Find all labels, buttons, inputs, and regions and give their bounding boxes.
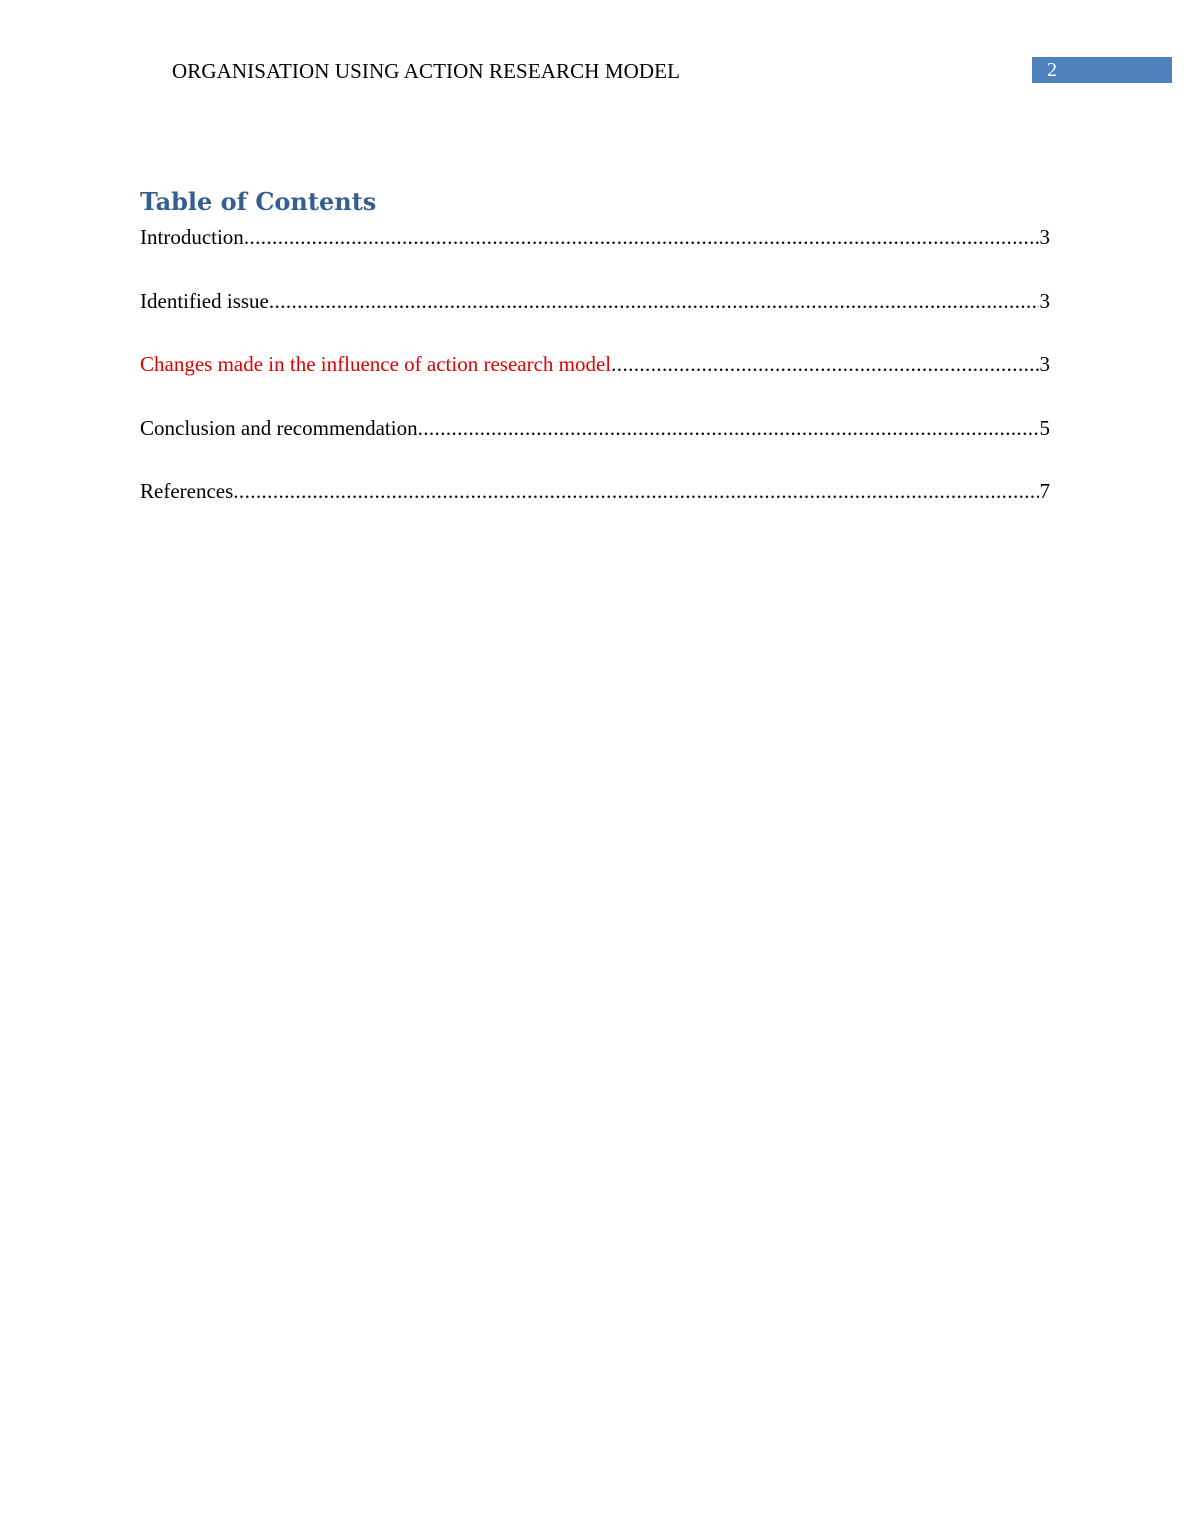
page-number-box: [1032, 57, 1172, 83]
toc-dot-leader: [611, 351, 1038, 378]
toc-entry-identified-issue[interactable]: [140, 288, 1050, 315]
toc-heading: Table of Contents: [140, 187, 377, 216]
toc-entry-page: 5: [1039, 415, 1050, 440]
toc-entry-page: 7: [1039, 479, 1050, 503]
toc-dot-leader: [269, 288, 1039, 315]
toc-entry-page: 3: [1039, 225, 1050, 249]
toc-entry-title: Introduction: [140, 225, 244, 249]
toc-dot-leader: [233, 478, 1038, 505]
running-header-title: ORGANISATION USING ACTION RESEARCH MODEL: [172, 59, 681, 83]
toc-entry-conclusion[interactable]: [140, 415, 1050, 442]
page-number: 2: [1047, 59, 1057, 81]
toc-entry-changes-made[interactable]: [140, 351, 1050, 378]
toc-dot-leader: [244, 224, 1039, 251]
toc-list: [140, 224, 1050, 542]
toc-entry-title: References: [140, 479, 234, 503]
toc-entry-title: Changes made in the influence of action research model: [140, 352, 612, 376]
toc-entry-page: 3: [1039, 288, 1050, 313]
toc-entry-page: 3: [1039, 352, 1050, 376]
toc-entry-title: Conclusion and recommendation: [140, 415, 418, 440]
toc-entry-references[interactable]: [140, 478, 1050, 505]
toc-entry-title: Identified issue: [140, 288, 269, 313]
toc-entry-introduction[interactable]: [140, 224, 1050, 251]
toc-dot-leader: [418, 415, 1039, 442]
